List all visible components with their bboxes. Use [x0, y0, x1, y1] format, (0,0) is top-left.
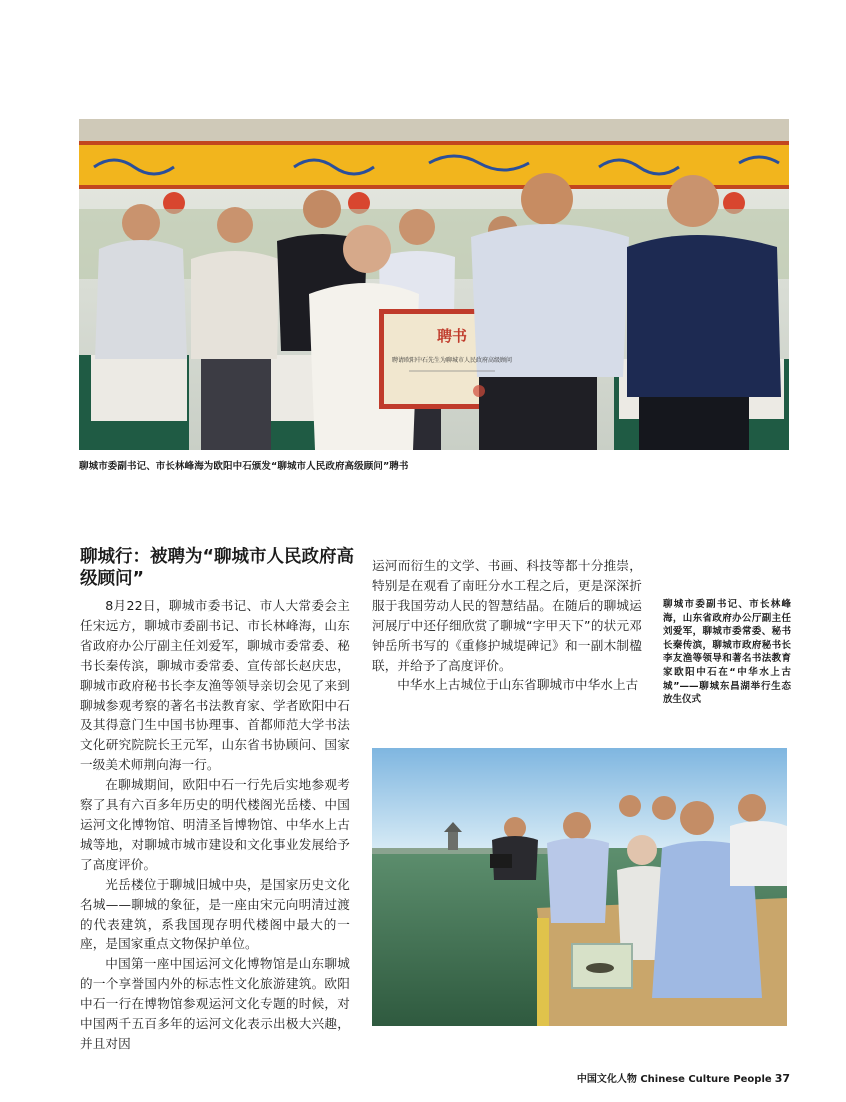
- article-paragraph: 光岳楼位于聊城旧城中央，是国家历史文化名城——聊城的象征，是一座由宋元向明清过渡的代表建筑，系我国现存明代楼阁中最大的一座，是国家重点文物保护单位。: [80, 876, 350, 952]
- article-column-2: [372, 556, 642, 695]
- article-paragraph: 在聊城期间，欧阳中石一行先后实地参观考察了具有六百多年历史的明代楼阁光岳楼、中国运河文化博物馆、明清圣旨博物馆、中华水上古城等地，对聊城市城市建设和文化事业发展给予了高度评价。: [80, 777, 350, 872]
- release-ceremony-illustration: [372, 748, 787, 1026]
- article-paragraph: 中华水上古城位于山东省聊城市中华水上古: [397, 677, 639, 693]
- article-paragraph: 中国第一座中国运河文化博物馆是山东聊城的一个享誉国内外的标志性文化旅游建筑。欧阳中石一行在博物馆参观运河文化专题的时候，对中国两千五百多年的运河文化表示出极大兴趣，并且对因: [80, 956, 350, 1051]
- article-title: 聊城行：被聘为“聊城市人民政府高级顾问”: [80, 547, 355, 589]
- article-paragraph-continued: 运河而衍生的文学、书画、科技等都十分推崇，特别是在观看了南旺分水工程之后，更是深深折服于我国劳动人民的智慧结晶。在随后的聊城运河展厅中还仔细欣赏了聊城“字甲天下”的状元邓钟岳所书写的《重修护城堤碑记》和一副木制楹联，并给予了高度评价。: [372, 558, 642, 673]
- page-footer: [577, 1070, 790, 1085]
- bottom-photo: [372, 748, 787, 1026]
- top-photo-caption: 聊城市委副书记、市长林峰海为欧阳中石颁发“聊城市人民政府高级顾问”聘书: [79, 461, 409, 472]
- article-column-1: [80, 596, 350, 1054]
- top-photo: [79, 119, 789, 450]
- certificate-title: 聘书: [436, 329, 468, 345]
- article-paragraph: 8月22日，聊城市委书记、市人大常委会主任宋远方，聊城市委副书记、市长林峰海，山东省政府办公厅副主任刘爱军，聊城市委常委、秘书长秦传滨，聊城市委常委、宣传部长赵庆忠，聊城市政府秘书长李友渔等领导亲切会见了来到聊城参观考察的著名书法教育家、学者欧阳中石及其得意门生中国书协理事、首都师范大学书法文化研究院院长王元军，山东省书协顾问、国家一级美术师荆向海一行。: [80, 598, 350, 773]
- side-photo-caption: 聊城市委副书记、市长林峰海，山东省政府办公厅副主任刘爱军，聊城市委常委、秘书长秦传滨，聊城市政府秘书长李友渔等领导和著名书法教育家欧阳中石在“中华水上古城”——聊城东昌湖举行生态放生仪式: [663, 599, 791, 706]
- page-number: 37: [774, 1072, 790, 1085]
- magazine-name: 中国文化人物 Chinese Culture People: [576, 1074, 772, 1085]
- certificate-text: 聘请欧阳中石先生为聊城市人民政府高级顾问: [391, 358, 513, 364]
- certificate-ceremony-illustration: [79, 119, 789, 450]
